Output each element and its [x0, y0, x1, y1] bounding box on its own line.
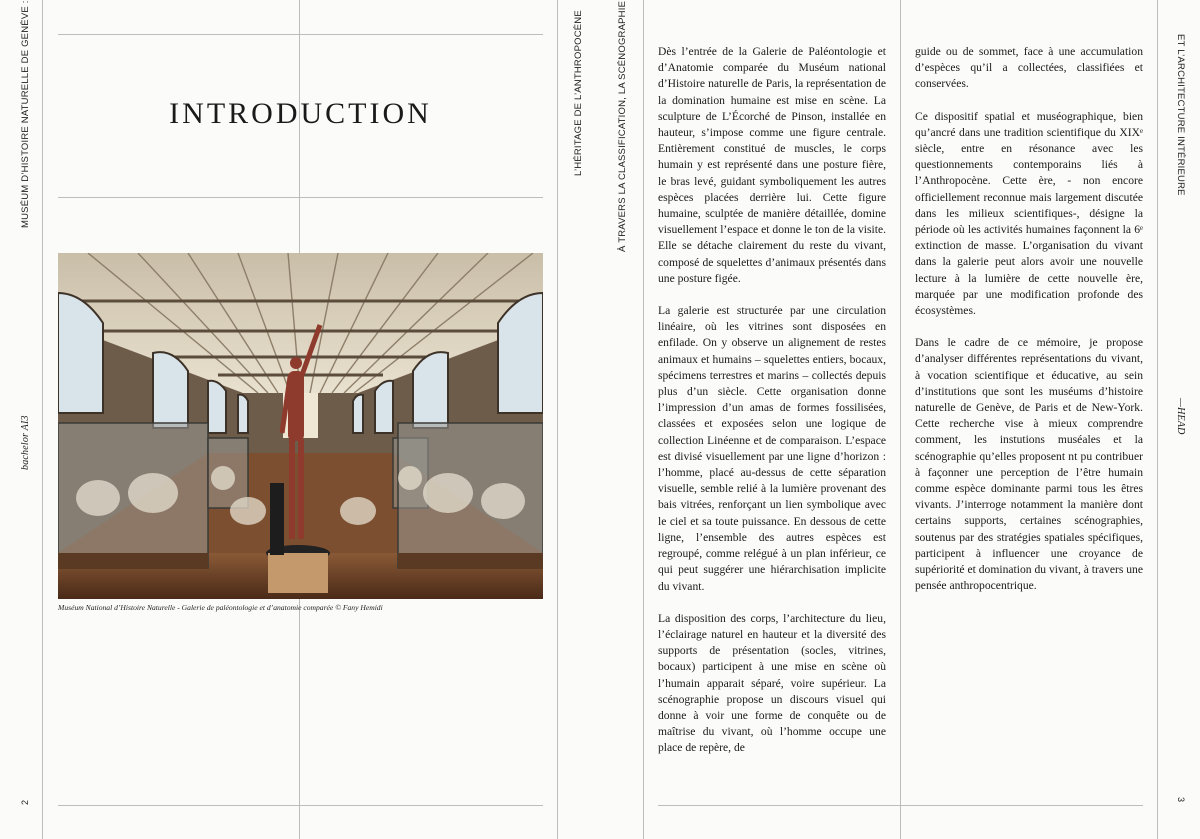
gallery-photo-illustration — [58, 253, 543, 599]
page-number-right: 3 — [1176, 797, 1186, 803]
page-title: INTRODUCTION — [169, 97, 432, 130]
series-label: bachelor AI3 — [20, 415, 31, 470]
photo-caption: Muséum National d’Histoire Naturelle - Galerie de paléontologie et d’anatomie comparée © Fany Hemidi — [58, 603, 383, 612]
grid-line — [1157, 0, 1158, 839]
running-head-right: ET L’ARCHITECTURE INTÉRIEURE — [1175, 34, 1186, 196]
grid-line — [557, 0, 558, 839]
text-column-2 — [915, 44, 1143, 611]
text-column-1 — [658, 44, 886, 773]
paragraph: Ce dispositif spatial et muséographique, bien qu’ancré dans une tradition scientifique du XIXᵉ siècle, entre en résonance avec les questionnements contemporains liés à l’Anthropocène. Cette ère, - non encore officiellement reconnue mais largement discutée dans les milieux scientifiques-, désigne la période où les activités humaines façonnent la 6ᵉ extinction de masse. L’organisation du vivant dans la galerie peut alors avoir une nouvelle lecture à la lumière de cette nouvelle ère, marquée par une modification profonde des écosystèmes. — [915, 109, 1143, 318]
grid-line — [900, 0, 901, 839]
paragraph: Dans le cadre de ce mémoire, je propose d’analyser différentes représentations du vivant, à vocation scientifique et éducative, au sein d’institutions que sont les muséums d’histoire naturelle de Genève, de Paris et de New-York. Cette recherche vise à mieux comprendre comment, les instutions muséales et la scénographie qu’elles proposent nt pu contribuer à façonner une perception de l’être humain comme espèce dominante parmi tous les êtres vivants. J’interroge notamment la manière dont certains supports, certaines scénographies, soutenus par des stratégies spatiales spécifiques, participent à influencer une croyance de supériorité et domination du vivant, à travers une pensée anthropocentrique. — [915, 336, 1143, 593]
grid-rule — [658, 805, 1143, 806]
running-head-gutter-1: L’HÉRITAGE DE L’ANTHROPOCÈNE — [573, 10, 584, 176]
paragraph: La disposition des corps, l’architecture du lieu, l’éclairage naturel en hauteur et la diversité des supports de présentation (socles, vitrines, bocaux) participent à une mise en scène où l’humain apparait séparé, voire supérieur. La scénographie propose un discours visuel qui donne à voir une forme de conquête ou de maîtrise du vivant, où l’homme occupe une place de repère, de — [658, 611, 886, 755]
gallery-photo — [58, 253, 543, 599]
school-label: —HEAD — [1175, 398, 1186, 435]
grid-rule — [58, 34, 543, 35]
running-head-left: MUSÉUM D’HISTOIRE NATURELLE DE GENÈVE : — [20, 0, 31, 228]
page-number-left: 2 — [20, 799, 30, 805]
grid-rule — [58, 197, 543, 198]
running-head-gutter-2: À TRAVERS LA CLASSIFICATION, LA SCÉNOGRAPHIE — [617, 0, 628, 252]
paragraph: guide ou de sommet, face à une accumulation d’espèces qu’il a collectées, classifiées et conservées. — [915, 45, 1143, 91]
grid-rule — [58, 805, 543, 806]
grid-line — [643, 0, 644, 839]
grid-line — [42, 0, 43, 839]
paragraph: Dès l’entrée de la Galerie de Paléontologie et d’Anatomie comparée du Muséum national d’Histoire naturelle de Paris, la représentation de la domination humaine est mise en scène. La sculpture de L’Écorché de Pinson, installée en hauteur, s’impose comme une figure centrale. Entièrement constitué de muscles, le corps humain y est représenté dans une posture fière, le bras levé, guidant symboliquement les autres espèces placées derrière lui. Cette figure humaine, sculptée de manière détaillée, domine visuellement l’espace et donne le ton de la visite. Elle se détache clairement du reste du vivant, composé de squelettes d’animaux présentés dans une posture figée. — [658, 45, 886, 285]
paragraph: La galerie est structurée par une circulation linéaire, où les vitrines sont disposées en enfilade. On y observe un alignement de restes animaux et humains – squelettes entiers, bocaux, spécimens terrestres et marins – collectés depuis plus d’un siècle. Cette organisation donne l’impression d’un amas de formes fossilisées, classées et exposées selon une logique de collection Linéenne et de comparaison. L’espace est divisé visuellement par une ligne d’horizon : l’homme, placé au-dessus de cette séparation visuelle, semble relié à la lumière provenant des bais vitrées, renforçant un lien symbolique avec le ciel et sa toute puissance. En dessous de cette ligne, l’ensemble des autres espèces est regroupé, comme relégué à un plan inférieur, ce qui peut suggérer une hiérarchisation implicite du vivant. — [658, 304, 886, 593]
